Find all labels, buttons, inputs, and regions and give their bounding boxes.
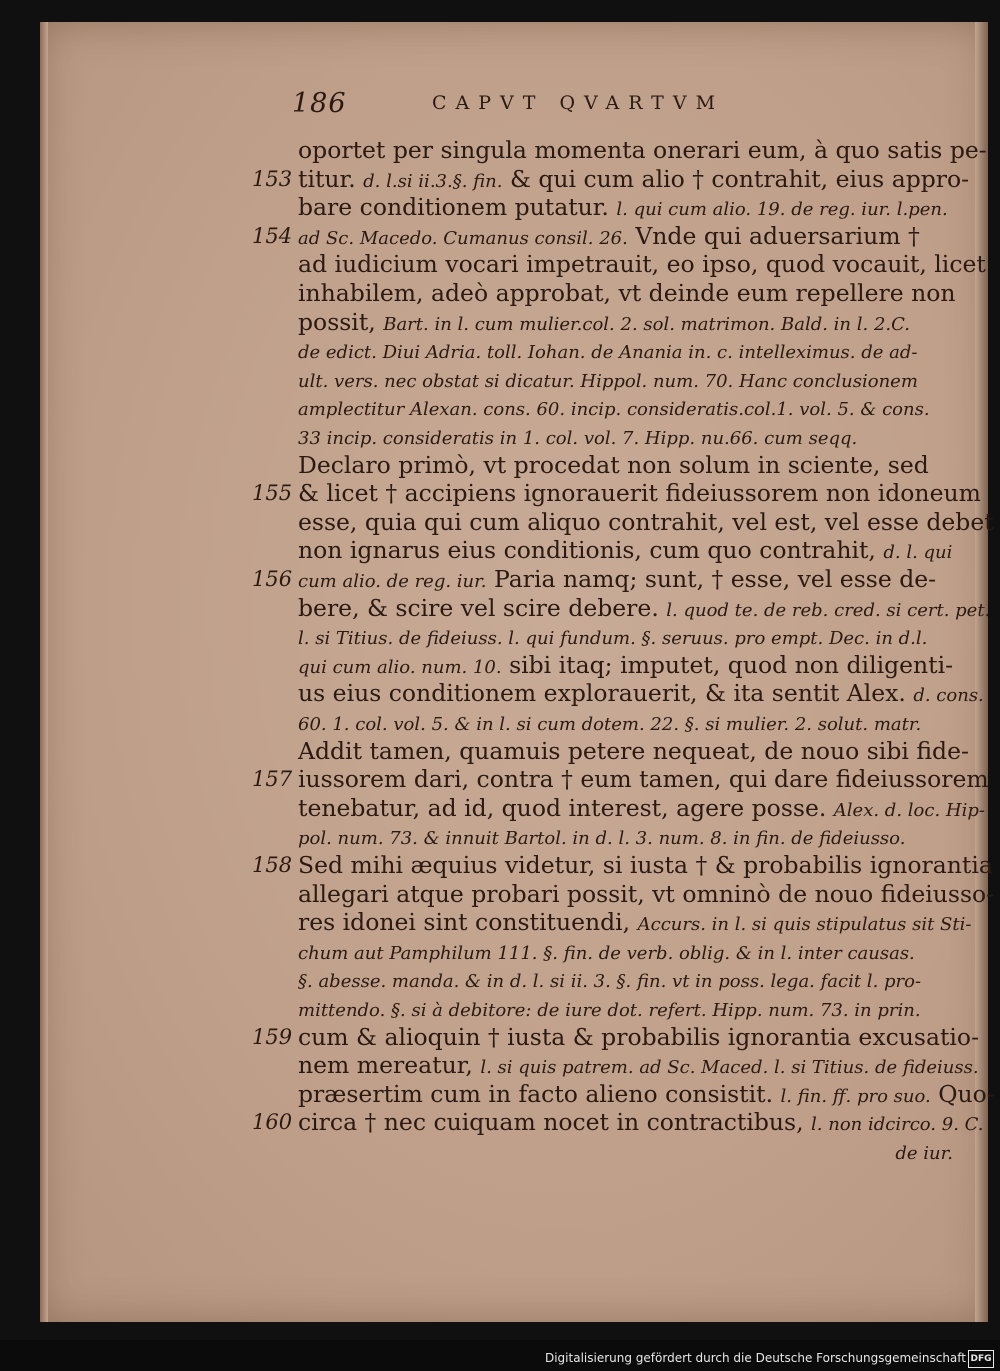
citation: mittendo. §. si à debitore: de iure dot. refert. Hipp. num. 73. in prin. xyxy=(298,1000,921,1021)
text-line xyxy=(298,534,952,566)
line-text: ad iudicium vocari impetrauit, eo ipso, quod vocauit, licet xyxy=(298,250,986,279)
text-line xyxy=(298,334,917,366)
text-line xyxy=(298,1049,979,1081)
citation: ad Sc. Macedo. Cumanus consil. 26. xyxy=(298,227,628,249)
line-text: Addit tamen, quamuis petere nequeat, de nouo sibi fide- xyxy=(298,736,969,765)
page-header xyxy=(292,88,812,128)
citation: l. si Titius. de fideiuss. l. qui fundum. §. seruus. pro empt. Dec. in d.l. xyxy=(298,628,928,650)
line-text: & licet † accipiens ignorauerit fideiussorem non idoneum xyxy=(298,479,981,508)
citation: d. l. qui xyxy=(883,542,953,564)
text-line xyxy=(298,878,994,910)
footer-bar xyxy=(0,1348,1000,1371)
text-line xyxy=(298,277,956,309)
text-line xyxy=(298,449,929,481)
line-text: oportet per singula momenta onerari eum, à quo satis pe- xyxy=(298,136,987,164)
line-text: cum & alioquin † iusta & probabilis ignorantia excusatio- xyxy=(298,1022,980,1051)
text-line xyxy=(298,191,948,223)
margin-number: 157 xyxy=(252,767,293,792)
text-line xyxy=(298,391,930,423)
line-text: tenebatur, ad id, quod interest, agere posse. xyxy=(298,793,834,822)
text-line xyxy=(298,1135,953,1167)
line-text-tail: Quo- xyxy=(930,1079,995,1108)
line-text: titur. xyxy=(298,164,364,193)
line-text: non ignarus eius conditionis, cum quo contrahit, xyxy=(298,536,884,565)
citation: l. qui cum alio. 19. de reg. iur. l.pen. xyxy=(616,199,948,221)
citation: d. l.si ii.3.§. fin. xyxy=(363,170,503,192)
citation: d. cons. xyxy=(913,685,984,707)
text-line xyxy=(298,420,857,452)
text-line xyxy=(298,363,918,395)
line-text-tail: sibi itaq; imputet, quod non diligenti- xyxy=(501,650,954,679)
line-text: us eius conditionem explorauerit, & ita sentit Alex. xyxy=(298,679,914,708)
funding-credit: Digitalisierung gefördert durch die Deutsche Forschungsgemeinschaft xyxy=(544,1351,966,1365)
text-line xyxy=(298,248,986,280)
line-text: bere, & scire vel scire debere. xyxy=(298,593,667,622)
text-line xyxy=(298,563,936,595)
citation: Bart. in l. cum mulier.col. 2. sol. matrimon. Bald. in l. 2.C. xyxy=(383,313,910,335)
citation: 60. 1. col. vol. 5. & in l. si cum dotem. 22. §. si mulier. 2. solut. matr. xyxy=(298,714,922,735)
page-gutter-shadow xyxy=(40,22,48,1322)
text-line xyxy=(298,163,969,195)
text-line xyxy=(298,992,921,1024)
citation: Accurs. in l. si quis stipulatus sit Sti- xyxy=(637,914,972,936)
line-text: nem mereatur, xyxy=(298,1051,481,1080)
text-line xyxy=(298,649,953,681)
margin-number: 153 xyxy=(252,166,293,191)
line-text: possit, xyxy=(298,307,384,336)
margin-number: 154 xyxy=(252,223,293,248)
citation: de edict. Diui Adria. toll. Iohan. de Anania in. c. intelleximus. de ad- xyxy=(298,342,918,364)
margin-number: 159 xyxy=(252,1024,293,1049)
line-text-tail: & qui cum alio † contrahit, eius appro- xyxy=(502,164,970,193)
citation: de iur. xyxy=(895,1143,953,1164)
citation: ult. vers. nec obstat si dicatur. Hippol. num. 70. Hanc conclusionem xyxy=(298,370,918,392)
running-head: CAPVT QVARTVM xyxy=(432,92,725,114)
text-line xyxy=(298,134,987,166)
text-line xyxy=(298,220,920,252)
line-text: inhabilem, adeò approbat, vt deinde eum repellere non xyxy=(298,279,956,307)
citation: pol. num. 73. & innuit Bartol. in d. l. 3. num. 8. in fin. de fideiusso. xyxy=(298,828,906,850)
text-line xyxy=(298,906,971,938)
citation: qui cum alio. num. 10. xyxy=(298,656,502,678)
text-line xyxy=(298,849,993,881)
line-text-tail: Vnde qui aduersarium † xyxy=(627,221,920,250)
line-text: esse, quia qui cum aliquo contrahit, vel est, vel esse debet xyxy=(298,507,994,536)
line-text-tail: Paria namq; sunt, † esse, vel esse de- xyxy=(486,565,937,593)
line-text: præsertim cum in facto alieno consistit. xyxy=(298,1079,781,1108)
citation: l. quod te. de reb. cred. si cert. pet. xyxy=(666,599,991,621)
citation: Alex. d. loc. Hip- xyxy=(833,799,985,821)
line-text: iussorem dari, contra † eum tamen, qui dare fideiussorem xyxy=(298,765,989,794)
text-line xyxy=(298,592,990,624)
citation: chum aut Pamphilum 111. §. fin. de verb. oblig. & in l. inter causas. xyxy=(298,942,915,964)
text-line xyxy=(298,763,989,795)
line-text: allegari atque probari possit, vt omninò de nouo fideiusso- xyxy=(298,879,995,908)
text-line xyxy=(298,935,915,967)
text-line xyxy=(298,1078,995,1110)
margin-number: 156 xyxy=(252,567,293,591)
text-line xyxy=(298,1106,984,1138)
margin-number: 155 xyxy=(252,481,293,506)
line-text: Sed mihi æquius videtur, si iusta † & probabilis ignorantia xyxy=(298,851,993,879)
text-line xyxy=(298,792,985,824)
text-line xyxy=(298,506,994,538)
text-line xyxy=(298,306,910,338)
citation: cum alio. de reg. iur. xyxy=(298,571,487,592)
citation: l. si quis patrem. ad Sc. Maced. l. si Titius. de fideiuss. xyxy=(480,1057,979,1079)
citation: 33 incip. consideratis in 1. col. vol. 7. Hipp. nu.66. cum seqq. xyxy=(298,428,858,449)
citation: §. abesse. manda. & in d. l. si ii. 3. §. fin. vt in poss. lega. facit l. pro- xyxy=(298,971,922,993)
text-line xyxy=(298,1021,979,1053)
margin-number: 158 xyxy=(252,853,293,877)
dfg-logo: DFG xyxy=(968,1350,994,1368)
text-line xyxy=(298,477,981,509)
text-line xyxy=(298,706,921,738)
text-line xyxy=(298,677,984,709)
margin-number: 160 xyxy=(252,1110,293,1135)
page-number: 186 xyxy=(292,88,347,119)
text-line xyxy=(298,820,905,852)
citation: amplectitur Alexan. cons. 60. incip. consideratis.col.1. vol. 5. & cons. xyxy=(298,399,930,421)
citation: l. fin. ff. pro suo. xyxy=(780,1085,931,1107)
text-line xyxy=(298,963,921,995)
line-text: Declaro primò, vt procedat non solum in sciente, sed xyxy=(298,450,929,479)
line-text: bare conditionem putatur. xyxy=(298,193,617,222)
line-text: res idonei sint constituendi, xyxy=(298,908,638,937)
text-line xyxy=(298,735,969,767)
text-line xyxy=(298,620,927,652)
citation: l. non idcirco. 9. C. xyxy=(811,1114,984,1136)
line-text: circa † nec cuiquam nocet in contractibus, xyxy=(298,1108,812,1137)
